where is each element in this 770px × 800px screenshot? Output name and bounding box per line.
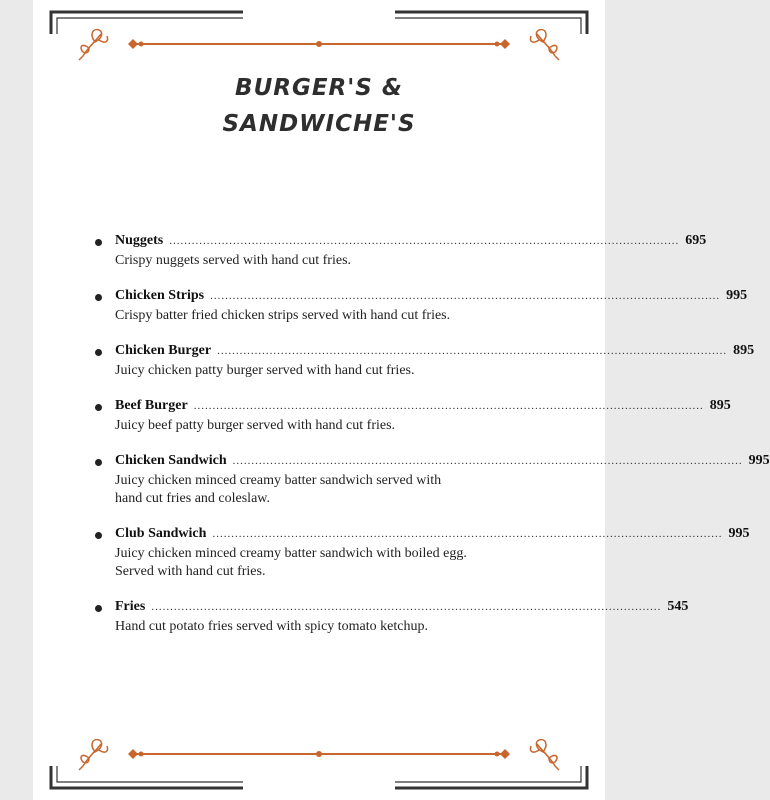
item-name: Club Sandwich — [115, 526, 207, 541]
item-description: Juicy beef patty burger served with hand cut fries. — [115, 418, 396, 433]
bullet-icon — [95, 349, 102, 356]
item-name: Chicken Burger — [115, 343, 212, 358]
flower-icon — [530, 740, 559, 770]
diamond-icon — [500, 39, 510, 49]
item-name: Chicken Sandwich — [115, 453, 227, 468]
flower-icon — [79, 740, 108, 770]
bullet-icon — [95, 404, 102, 411]
dot-leader: ........................................................................................................................................ — [193, 400, 704, 412]
frame-top-right-corner — [395, 12, 587, 34]
item-name: Fries — [115, 599, 146, 614]
item-description: Crispy batter fried chicken strips served with hand cut fries. — [115, 308, 451, 323]
menu-item — [93, 342, 755, 380]
item-price: 545 — [667, 599, 689, 614]
dot-leader: ........................................................................................................................................ — [217, 345, 728, 357]
item-description: Juicy chicken minced creamy batter sandwich with boiled egg. Served with hand cut fries. — [115, 546, 467, 579]
page-title — [33, 70, 605, 142]
item-price: 995 — [726, 288, 748, 303]
dot-leader: ........................................................................................................................................ — [212, 528, 723, 540]
menu-list — [93, 232, 770, 653]
title-line-1: BURGER'S & — [235, 75, 403, 101]
item-name: Nuggets — [115, 233, 164, 248]
item-description: Juicy chicken minced creamy batter sandwich served with hand cut fries and coleslaw. — [115, 473, 442, 506]
dot-leader: ........................................................................................................................................ — [232, 455, 743, 467]
flower-icon — [79, 30, 108, 60]
item-price: 995 — [728, 526, 750, 541]
dot-leader: ........................................................................................................................................ — [151, 601, 662, 613]
menu-item — [93, 525, 750, 581]
diamond-icon — [128, 749, 138, 759]
diamond-icon — [128, 39, 138, 49]
menu-page — [33, 0, 770, 800]
dot-leader: ........................................................................................................................................ — [210, 290, 721, 302]
item-description: Juicy chicken patty burger served with hand cut fries. — [115, 363, 415, 378]
menu-item — [93, 232, 707, 270]
bullet-icon — [95, 605, 102, 612]
menu-item — [93, 452, 770, 508]
menu-item — [93, 397, 731, 435]
item-price: 695 — [685, 233, 707, 248]
item-price: 895 — [733, 343, 755, 358]
title-line-2: SANDWICHE'S — [222, 111, 416, 137]
item-description: Crispy nuggets served with hand cut fries. — [115, 253, 352, 268]
item-price: 895 — [709, 398, 731, 413]
item-price: 995 — [748, 453, 770, 468]
item-description: Hand cut potato fries served with spicy tomato ketchup. — [115, 619, 428, 634]
menu-item — [93, 598, 689, 636]
menu-item — [93, 287, 748, 325]
bullet-icon — [95, 532, 102, 539]
item-name: Chicken Strips — [115, 288, 205, 303]
item-name: Beef Burger — [115, 398, 188, 413]
bullet-icon — [95, 294, 102, 301]
dot-leader: ........................................................................................................................................ — [169, 235, 680, 247]
flower-icon — [530, 30, 559, 60]
diamond-icon — [500, 749, 510, 759]
frame-top-left-corner — [51, 12, 243, 34]
bullet-icon — [95, 459, 102, 466]
bullet-icon — [95, 239, 102, 246]
